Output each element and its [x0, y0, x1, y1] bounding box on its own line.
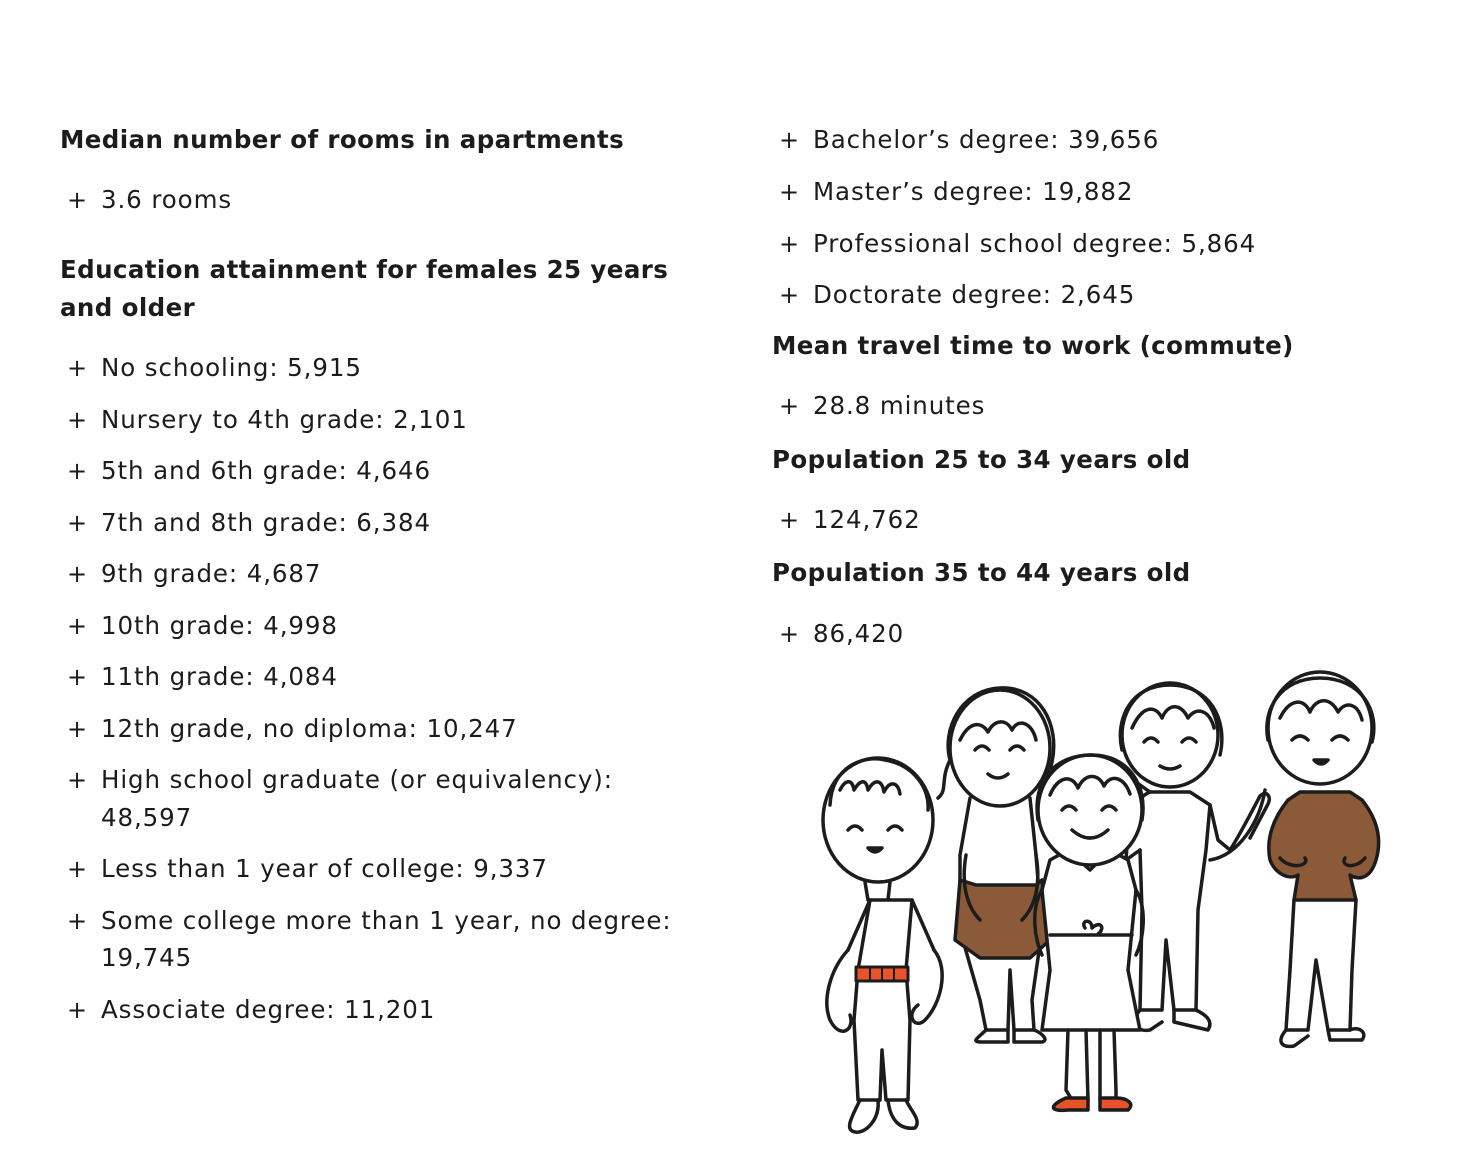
- education-heading: Education attainment for females 25 years: [60, 255, 669, 284]
- plus-icon: +: [67, 457, 89, 485]
- person-boy-waving: [1120, 683, 1269, 1030]
- plus-icon: +: [779, 620, 801, 648]
- plus-icon: +: [67, 715, 89, 743]
- plus-icon: +: [779, 392, 801, 420]
- plus-icon: +: [67, 663, 89, 691]
- plus-icon: +: [779, 230, 801, 258]
- plus-icon: +: [67, 612, 89, 640]
- plus-icon: +: [67, 855, 89, 883]
- plus-icon: +: [779, 281, 801, 309]
- plus-icon: +: [779, 126, 801, 154]
- plus-icon: +: [67, 509, 89, 537]
- plus-icon: +: [67, 354, 89, 382]
- plus-icon: +: [67, 406, 89, 434]
- rooms-heading: Median number of rooms in apartments: [60, 125, 625, 154]
- plus-icon: +: [779, 178, 801, 206]
- person-boy-left: [823, 758, 942, 1132]
- commute-heading: Mean travel time to work (commute): [772, 331, 1294, 360]
- people-illustration: [810, 670, 1400, 1140]
- plus-icon: +: [779, 506, 801, 534]
- plus-icon: +: [67, 560, 89, 588]
- plus-icon: +: [67, 996, 89, 1024]
- education-heading-cont: and older: [60, 293, 196, 322]
- person-girl-brown-skirt: [938, 688, 1054, 1042]
- person-boy-brown-sweater: [1267, 672, 1379, 1046]
- population-35-44-heading: Population 35 to 44 years old: [772, 558, 1191, 587]
- plus-icon: +: [67, 766, 89, 794]
- plus-icon: +: [67, 907, 89, 935]
- population-25-34-heading: Population 25 to 34 years old: [772, 445, 1191, 474]
- person-girl-dress: [1035, 755, 1143, 1110]
- plus-icon: +: [67, 186, 89, 214]
